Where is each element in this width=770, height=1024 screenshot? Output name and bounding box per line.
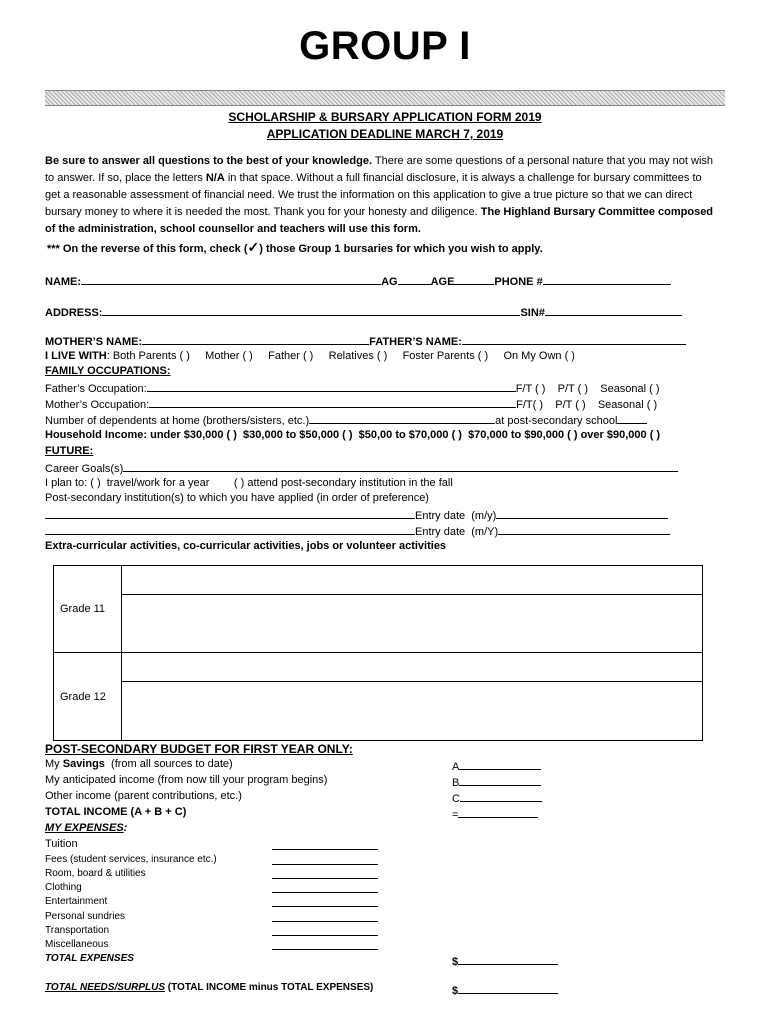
- instructions-text-2: in that space. Without a full financial disclosure, it is always a challenge for bursary committees to get a reasonable assessment of financial need. We trust the information on this application to give a true picture so that we can direct bursary money to where it is needed the most. Thank you for your honesty and diligence.: [45, 172, 702, 218]
- live-with-options[interactable]: : Both Parents ( ) Mother ( ) Father ( ) Relatives ( ) Foster Parents ( ) On My Own ( ): [106, 350, 575, 362]
- expense-clothing-label: Clothing: [45, 882, 82, 893]
- expense-transportation-label: Transportation: [45, 925, 110, 936]
- name-row: [45, 273, 671, 289]
- plan-to-options[interactable]: I plan to: ( ) travel/work for a year ( ) attend post-secondary institution in the fall: [45, 477, 453, 489]
- grade-11-label: Grade 11: [54, 566, 122, 653]
- form-title: SCHOLARSHIP & BURSARY APPLICATION FORM 2019: [228, 110, 542, 124]
- mother-name-label: MOTHER’S NAME:: [45, 336, 143, 348]
- savings-prefix: My: [45, 758, 63, 770]
- entry-date-field-2[interactable]: [498, 523, 670, 535]
- income-b-field[interactable]: [459, 774, 541, 786]
- expense-tuition-field[interactable]: [272, 849, 378, 850]
- deadline: APPLICATION DEADLINE MARCH 7, 2019: [266, 127, 504, 141]
- household-income-options[interactable]: under $30,000 ( ) $30,000 to $50,000 ( ) $50,00 to $70,000 ( ) $70,000 to $90,000 ( ) over $90,000 ( ): [147, 429, 661, 441]
- institution-field-2[interactable]: [45, 523, 415, 535]
- check-mark-icon: ✓: [247, 239, 260, 255]
- savings-suffix: (from all sources to date): [104, 758, 233, 770]
- father-name-label: FATHER’S NAME:: [369, 336, 462, 348]
- expense-room-label: Room, board & utilities: [45, 868, 146, 879]
- sin-label: SIN#: [520, 307, 545, 319]
- needs-surplus-label: TOTAL NEEDS/SURPLUS: [45, 982, 166, 993]
- needs-surplus-value-row: [452, 982, 558, 997]
- address-field[interactable]: [102, 304, 520, 316]
- ag-label: AG: [381, 276, 398, 288]
- needs-surplus-dollar: $: [452, 985, 459, 997]
- expense-fees-field[interactable]: [272, 864, 378, 865]
- live-with-row: [45, 349, 575, 363]
- institution-row-2: [45, 523, 670, 539]
- post-secondary-school-label: at post-secondary school: [495, 415, 618, 427]
- phone-label: PHONE #: [494, 276, 543, 288]
- other-income-label: Other income (parent contributions, etc.): [45, 790, 242, 802]
- mother-name-field[interactable]: [142, 333, 369, 345]
- instructions-lead: Be sure to answer all questions to the best of your knowledge.: [45, 155, 373, 167]
- needs-surplus-field[interactable]: [458, 982, 558, 994]
- mother-occupation-label: Mother’s Occupation:: [45, 399, 150, 411]
- income-b-label: B: [452, 777, 460, 789]
- institutions-label: Post-secondary institution(s) to which you have applied (in order of preference): [45, 492, 429, 504]
- name-label: NAME:: [45, 276, 82, 288]
- total-expenses-dollar: $: [452, 956, 459, 968]
- expense-sundries-field[interactable]: [272, 921, 378, 922]
- dependents-field[interactable]: [309, 412, 495, 424]
- career-goals-row: [45, 460, 678, 476]
- future-heading: FUTURE:: [45, 445, 94, 457]
- father-occupation-row: [45, 380, 660, 396]
- post-secondary-count-field[interactable]: [617, 412, 647, 424]
- expense-tuition-label: Tuition: [45, 838, 78, 850]
- career-goals-field[interactable]: [123, 460, 678, 472]
- activities-table: [53, 565, 703, 741]
- father-name-field[interactable]: [462, 333, 686, 345]
- grade-11-field-a[interactable]: [122, 566, 703, 595]
- dependents-row: [45, 412, 647, 428]
- mother-occupation-options[interactable]: F/T( ) P/T ( ) Seasonal ( ): [516, 399, 658, 411]
- family-occupations-heading: FAMILY OCCUPATIONS:: [45, 365, 171, 377]
- phone-field[interactable]: [543, 273, 671, 285]
- grade-11-field-b[interactable]: [122, 595, 703, 653]
- father-occupation-options[interactable]: F/T ( ) P/T ( ) Seasonal ( ): [515, 383, 660, 395]
- reverse-suffix: ) those Group 1 bursaries for which you wish to apply.: [259, 243, 543, 255]
- age-label: AGE: [430, 276, 455, 288]
- anticipated-income-label: My anticipated income (from now till your program begins): [45, 774, 328, 786]
- income-a-label: A: [452, 761, 460, 773]
- age-field[interactable]: [454, 273, 494, 285]
- household-income-label: Household Income:: [45, 429, 148, 441]
- my-expenses-colon: :: [123, 822, 128, 834]
- institution-row-1: [45, 507, 668, 523]
- header-divider: [45, 90, 725, 106]
- income-a-field[interactable]: [459, 758, 541, 770]
- my-expenses-label: MY EXPENSES: [45, 822, 124, 834]
- entry-date-label-2: Entry date (m/Y): [415, 526, 499, 538]
- parents-row: [45, 333, 686, 349]
- total-income-row: [452, 806, 538, 821]
- ag-field[interactable]: [398, 273, 431, 285]
- income-c-label: C: [452, 793, 460, 805]
- total-expenses-field[interactable]: [458, 953, 558, 965]
- entry-date-field-1[interactable]: [496, 507, 668, 519]
- total-income-label: TOTAL INCOME (A + B + C): [45, 806, 187, 818]
- instructions: [45, 153, 717, 238]
- entry-date-label-1: Entry date (m/y): [415, 510, 497, 522]
- sin-field[interactable]: [545, 304, 682, 316]
- mother-occupation-field[interactable]: [149, 396, 516, 408]
- total-expenses-row: [452, 953, 558, 968]
- expense-entertainment-label: Entertainment: [45, 896, 108, 907]
- institution-field-1[interactable]: [45, 507, 415, 519]
- expense-clothing-field[interactable]: [272, 892, 378, 893]
- expense-entertainment-field[interactable]: [272, 906, 378, 907]
- expense-fees-label: Fees (student services, insurance etc.): [45, 854, 217, 865]
- income-c-row: [452, 790, 542, 805]
- grade-12-field-a[interactable]: [122, 653, 703, 682]
- my-expenses-heading: [45, 822, 127, 834]
- total-income-field[interactable]: [458, 806, 538, 818]
- needs-surplus-row: [45, 982, 373, 993]
- savings-bold: Savings: [62, 758, 105, 770]
- income-c-field[interactable]: [460, 790, 542, 802]
- instructions-text-1: There are some questions of a personal nature that you may not wish to answer. If so, place the letters: [45, 155, 714, 184]
- mother-occupation-row: [45, 396, 657, 412]
- page-title: GROUP I: [299, 24, 471, 68]
- total-income-eq: =: [452, 809, 459, 821]
- committee-note: The Highland Bursary Committee composed of the administration, school counsellor and teachers will use this form.: [45, 206, 714, 235]
- father-occupation-field[interactable]: [147, 380, 516, 392]
- expense-misc-label: Miscellaneous: [45, 939, 109, 950]
- total-expenses-label: TOTAL EXPENSES: [45, 953, 134, 964]
- address-row: [45, 304, 682, 320]
- grade-12-field-b[interactable]: [122, 682, 703, 741]
- savings-row: [45, 758, 233, 770]
- name-field[interactable]: [81, 273, 381, 285]
- income-b-row: [452, 774, 541, 789]
- expense-misc-field[interactable]: [272, 949, 378, 950]
- reverse-prefix: *** On the reverse of this form, check (: [47, 243, 248, 255]
- expense-room-field[interactable]: [272, 878, 378, 879]
- na-marker: N/A: [205, 172, 225, 184]
- expense-transportation-field[interactable]: [272, 935, 378, 936]
- grade-12-label: Grade 12: [54, 653, 122, 741]
- income-a-row: [452, 758, 541, 773]
- activities-heading: Extra-curricular activities, co-curricular activities, jobs or volunteer activities: [45, 540, 447, 552]
- needs-surplus-note: (TOTAL INCOME minus TOTAL EXPENSES): [165, 982, 374, 993]
- live-with-label: I LIVE WITH: [45, 350, 107, 362]
- reverse-note: [47, 240, 543, 256]
- budget-heading: POST-SECONDARY BUDGET FOR FIRST YEAR ONLY:: [45, 742, 353, 756]
- career-goals-label: Career Goals(s): [45, 463, 124, 475]
- father-occupation-label: Father’s Occupation:: [45, 383, 147, 395]
- address-label: ADDRESS:: [45, 307, 103, 319]
- household-income-row: [45, 428, 660, 442]
- dependents-label: Number of dependents at home (brothers/sisters, etc.): [45, 415, 310, 427]
- expense-sundries-label: Personal sundries: [45, 911, 126, 922]
